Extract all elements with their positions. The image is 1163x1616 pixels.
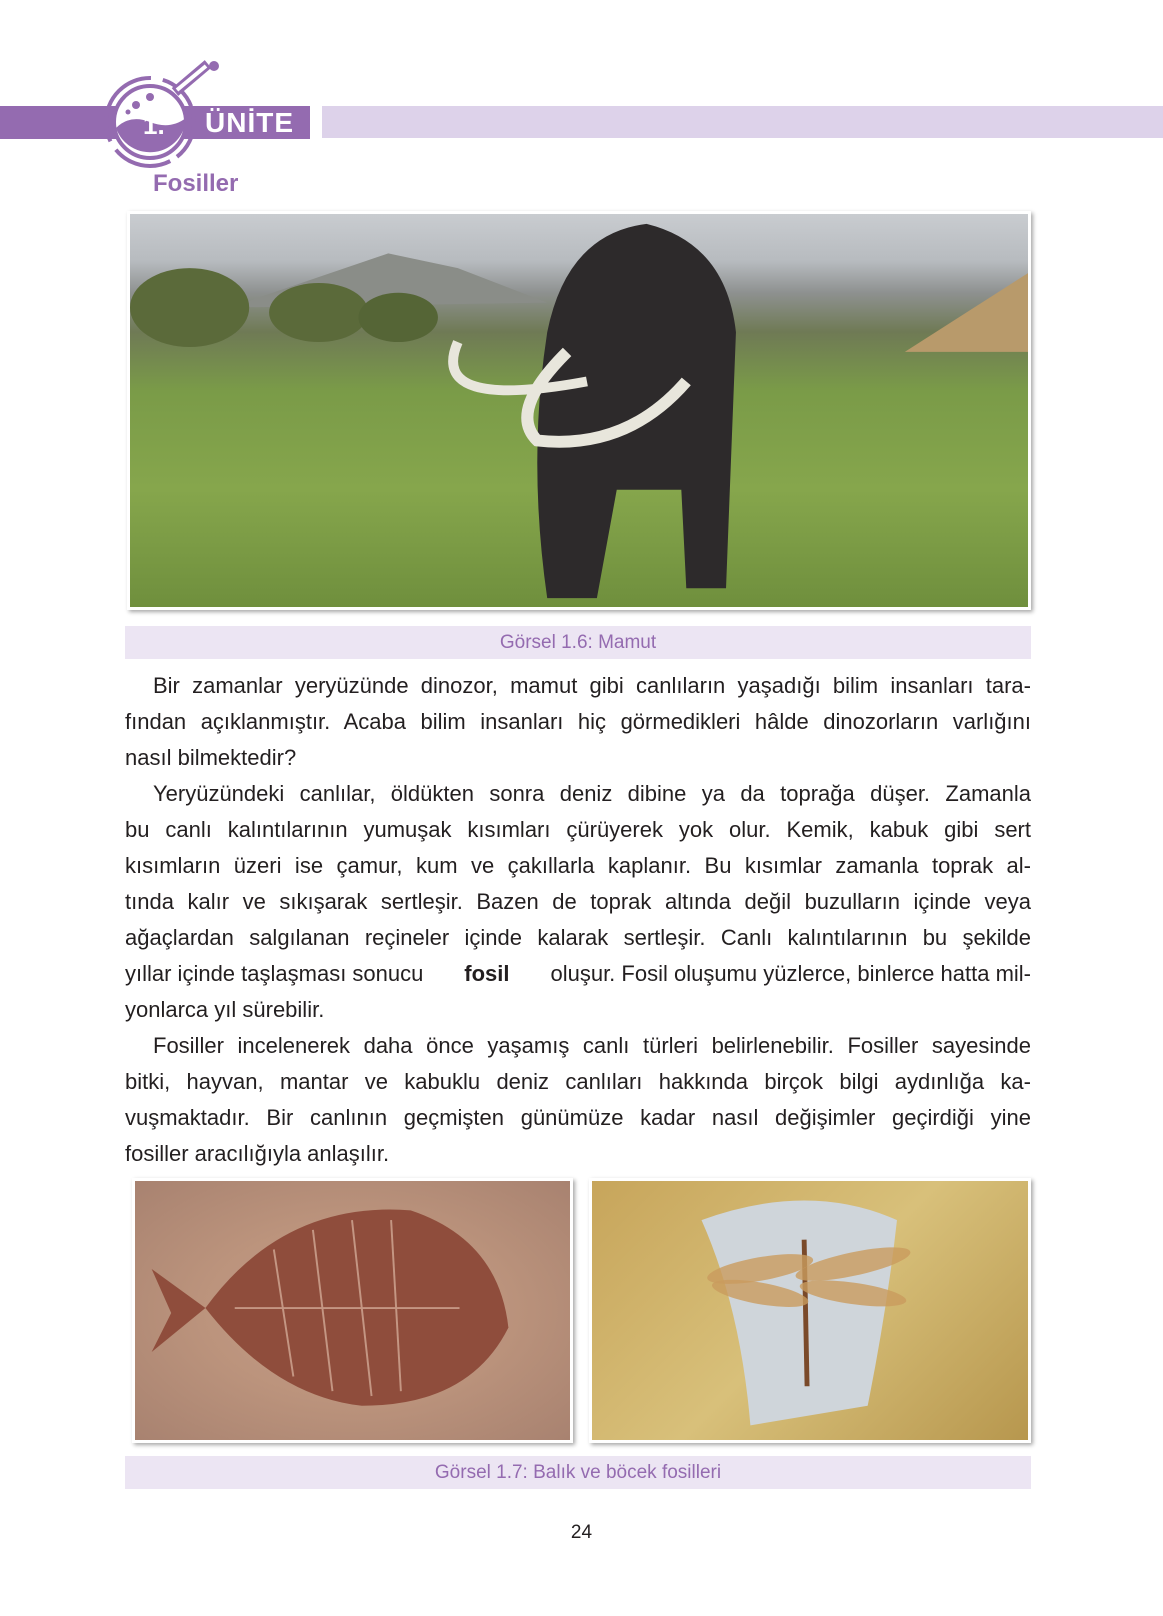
text-line (125, 884, 1031, 920)
figure-caption: Görsel 1.6: Mamut (125, 626, 1031, 659)
line-text: nasıl bilmektedir? (125, 745, 297, 770)
figure-caption: Görsel 1.7: Balık ve böcek fosilleri (125, 1456, 1031, 1489)
text-line (125, 956, 1031, 992)
page-number: 24 (570, 1522, 593, 1543)
line-text: yonlarca yıl sürebilir. (125, 997, 325, 1022)
line-text: ağaçlardan salgılanan reçineler içinde kalarak sertleşir. Canlı kalıntılarının bu şekilde (125, 925, 1031, 950)
text-line (125, 704, 1031, 740)
text-line (125, 1064, 1031, 1100)
line-text: Fosiller incelenerek daha önce yaşamış canlı türleri belirlenebilir. Fosiller sayesinde (153, 1033, 1031, 1058)
body-text (125, 668, 1031, 1172)
text-line (125, 992, 1031, 1028)
text-line (125, 848, 1031, 884)
text-line (125, 812, 1031, 848)
line-text: fından açıklanmıştır. Acaba bilim insanları hiç görmedikleri hâlde dinozorların varlığını (125, 709, 1031, 734)
text-line (125, 740, 1031, 776)
line-text: bitki, hayvan, mantar ve kabuklu deniz canlıları hakkında birçok bilgi aydınlığa ka- (125, 1069, 1031, 1094)
line-text: fosiller aracılığıyla anlaşılır. (125, 1141, 390, 1166)
line-text: bu canlı kalıntılarının yumuşak kısımları çürüyerek yok olur. Kemik, kabuk gibi sert (125, 817, 1031, 842)
text-line (125, 668, 1031, 704)
line-text: Bir zamanlar yeryüzünde dinozor, mamut gibi canlıların yaşadığı bilim insanları tara- (153, 673, 1031, 698)
text-line (125, 920, 1031, 956)
line-text: Yeryüzündeki canlılar, öldükten sonra deniz dibine ya da toprağa düşer. Zamanla (153, 781, 1031, 806)
text-line (125, 1100, 1031, 1136)
text-line (125, 1028, 1031, 1064)
unit-label: ÜNİTE (205, 107, 294, 138)
unit-number: 1. (143, 110, 165, 140)
section-title: Fosiller (153, 170, 239, 197)
line-text: yıllar içinde taşlaşması sonucu (125, 961, 424, 986)
line-text: vuşmaktadır. Bir canlının geçmişten günümüze kadar nasıl değişimler geçirdiği yine (125, 1105, 1031, 1130)
line-text: kısımların üzeri ise çamur, kum ve çakıllarla kaplanır. Bu kısımlar zamanla toprak al- (125, 853, 1031, 878)
line-text: oluşur. Fosil oluşumu yüzlerce, binlerce hatta mil- (550, 961, 1031, 986)
fish-fossil-photo (132, 1178, 573, 1443)
line-text: tında kalır ve sıkışarak sertleşir. Bazen de toprak altında değil buzulların içinde veya (125, 889, 1031, 914)
mammoth-photo (127, 211, 1031, 610)
unit-banner-bar-light (322, 106, 1163, 138)
key-term: fosil (464, 961, 510, 986)
text-line (125, 776, 1031, 812)
text-line (125, 1136, 1031, 1172)
insect-fossil-photo (589, 1178, 1031, 1443)
